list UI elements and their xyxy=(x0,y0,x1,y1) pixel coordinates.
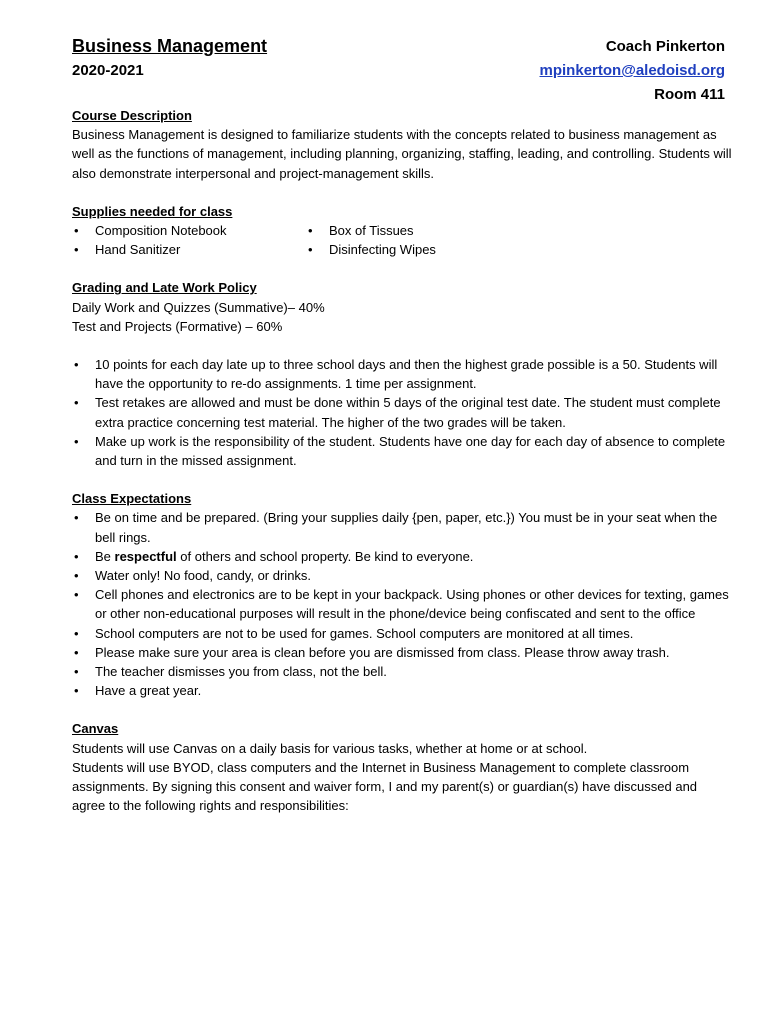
grading-heading: Grading and Late Work Policy xyxy=(72,280,257,296)
list-item: • Please make sure your area is clean before you are dismissed from class. Please throw away trash. xyxy=(72,643,732,662)
list-item: • Test retakes are allowed and must be done within 5 days of the original test date. The student must complete extra practice concerning test material. The higher of the two grades will be taken. xyxy=(72,393,732,431)
school-year: 2020-2021 xyxy=(72,62,144,79)
list-item: • School computers are not to be used for games. School computers are monitored at all times. xyxy=(72,624,732,643)
list-item: • Water only! No food, candy, or drinks. xyxy=(72,566,732,585)
supplies-list xyxy=(72,221,732,259)
expectations-list xyxy=(72,508,732,700)
expectations-heading: Class Expectations xyxy=(72,491,192,507)
teacher-name: Coach Pinkerton xyxy=(605,38,725,55)
course-title: Business Management xyxy=(72,36,268,56)
grading-weight-formative: Test and Projects (Formative) – 60% xyxy=(72,318,283,334)
emphasis-text: respectful xyxy=(114,548,177,564)
list-item: • Cell phones and electronics are to be kept in your backpack. Using phones or other devices for texting, games or other non-educational purposes will result in the phone/device being confiscated and sent to the office xyxy=(72,585,732,623)
late-work-list xyxy=(72,355,732,470)
canvas-text-2: Students will use BYOD, class computers and the Internet in Business Management to complete classroom assignments. By signing this consent and waiver form, I and my parent(s) or guardian(s) have discussed and agree to the following rights and responsibilities: xyxy=(72,759,698,814)
list-item: • Make up work is the responsibility of the student. Students have one day for each day of absence to complete and turn in the missed assignment. xyxy=(72,432,732,470)
list-item: • Hand Sanitizer xyxy=(72,240,306,259)
list-item: • Disinfecting Wipes xyxy=(306,240,540,259)
list-item: • The teacher dismisses you from class, not the bell. xyxy=(72,662,732,681)
list-item: • 10 points for each day late up to three school days and then the highest grade possible is a 50. Students will have the opportunity to re-do assignments. 1 time per assignment. xyxy=(72,355,732,393)
course-description-heading: Course Description xyxy=(72,108,192,123)
grading-weight-summative: Daily Work and Quizzes (Summative)– 40% xyxy=(72,299,325,315)
room-number: Room 411 xyxy=(654,86,725,103)
list-item: • Box of Tissues xyxy=(306,221,540,240)
list-item: • Composition Notebook xyxy=(72,221,306,240)
list-item: • Be on time and be prepared. (Bring your supplies daily {pen, paper, etc.}) You must be in your seat when the bell rings. xyxy=(72,508,732,546)
canvas-heading: Canvas xyxy=(72,721,119,737)
syllabus-content xyxy=(72,106,732,816)
supplies-heading: Supplies needed for class xyxy=(72,203,233,219)
canvas-text-1: Students will use Canvas on a daily basis for various tasks, whether at home or at school. xyxy=(72,740,588,756)
course-description-text: Business Management is designed to familiarize students with the concepts related to business management as well as the functions of management, including planning, organizing, staffing, leading, and controlling. Students will also demonstrate interpersonal and project-management skills. xyxy=(72,127,732,181)
list-item-text: of others and school property. Be kind to everyone. xyxy=(176,548,474,564)
teacher-email-link[interactable]: mpinkerton@aledoisd.org xyxy=(539,62,725,79)
list-item-text: Be xyxy=(95,548,115,564)
list-item: • Have a great year. xyxy=(72,681,732,700)
list-item xyxy=(72,547,732,566)
